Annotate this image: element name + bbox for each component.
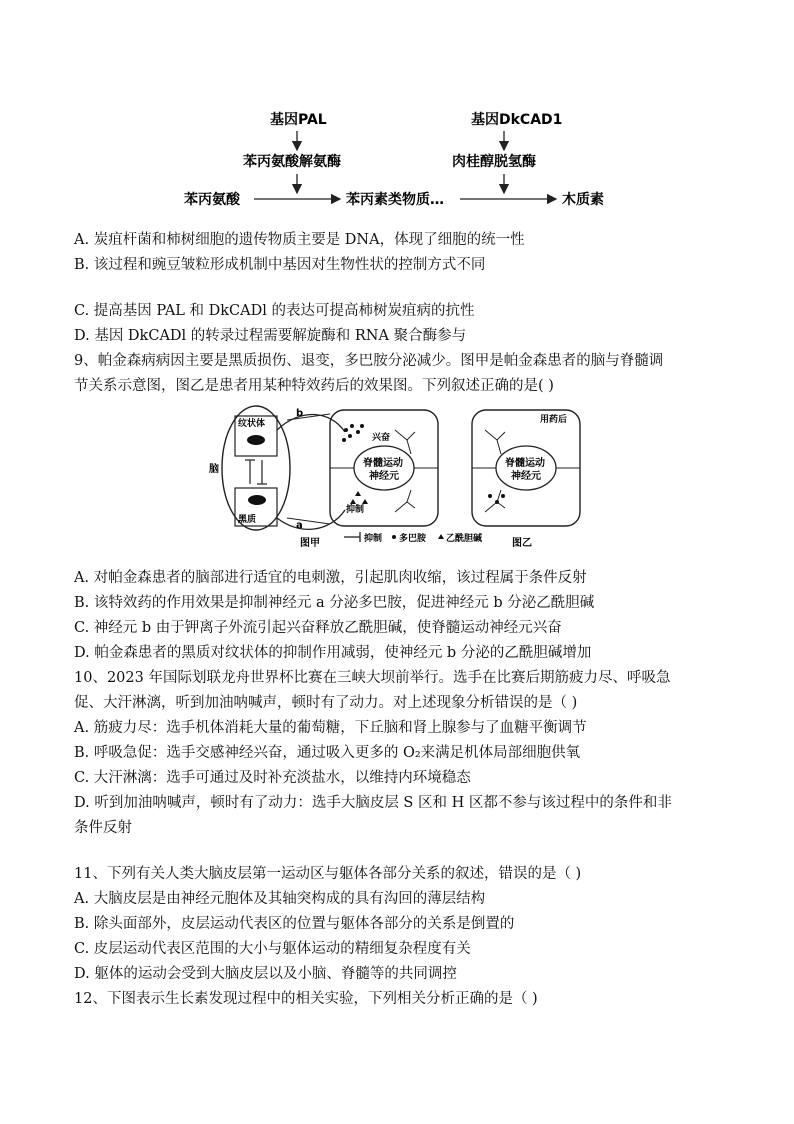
gene-pathway-diagram <box>0 0 794 220</box>
neuron-a-label: a <box>296 520 303 531</box>
striatum-label: 纹状体 <box>238 419 266 429</box>
q11-option-c: C. 皮层运动代表区范围的大小与躯体运动的精细复杂程度有关 <box>74 941 471 957</box>
parkinson-diagram <box>0 400 794 560</box>
q11-stem: 11、下列有关人类大脑皮层第一运动区与躯体各部分关系的叙述，错误的是（ ) <box>74 866 582 882</box>
legend-dopamine-label: 多巴胺 <box>399 534 427 544</box>
nerve-ending-yi-bottom <box>485 490 505 512</box>
after-drug-label: 用药后 <box>540 415 568 425</box>
motor-neuron-jia-line2: 神经元 <box>369 471 399 482</box>
q10-stem-line1: 10、2023 年国际划联龙舟世界杯比赛在三峡大坝前举行。选手在比赛后期筋疲力尽、呼吸急 <box>74 670 671 686</box>
q9-option-d: D. 帕金森患者的黑质对纹状体的抑制作用减弱，使神经元 b 分泌的乙酰胆碱增加 <box>74 645 592 661</box>
dkcad1-enzyme-label: 肉桂醇脱氢酶 <box>452 154 536 170</box>
q10-option-d-line2: 条件反射 <box>74 820 132 836</box>
motor-neuron-yi-line1: 脊髓运动 <box>505 458 545 469</box>
q8-option-a: A. 炭疽杆菌和柿树细胞的遗传物质主要是 DNA，体现了细胞的统一性 <box>74 232 525 248</box>
nigra-nucleus <box>248 495 266 505</box>
brain-label: 脑 <box>209 464 219 475</box>
q9-option-b: B. 该特效药的作用效果是抑制神经元 a 分泌多巴胺，促进神经元 b 分泌乙酰胆碱 <box>74 595 595 611</box>
q10-option-d-line1: D. 听到加油呐喊声，顿时有了动力：选手大脑皮层 S 区和 H 区都不参与该过程中的条件和非 <box>74 795 672 811</box>
figure-yi-label: 图乙 <box>512 538 532 549</box>
q10-option-b: B. 呼吸急促：选手交感神经兴奋，通过吸入更多的 O₂来满足机体局部细胞供氧 <box>74 745 581 761</box>
motor-neuron-yi-line2: 神经元 <box>511 471 541 482</box>
nigra-label: 黑质 <box>238 515 257 525</box>
connector-bottom <box>287 518 330 524</box>
q10-option-c: C. 大汗淋漓：选手可通过及时补充淡盐水，以维持内环境稳态 <box>74 770 471 786</box>
dopamine-dots-jia <box>342 424 364 442</box>
q12-stem: 12、下图表示生长素发现过程中的相关实验，下列相关分析正确的是（ ) <box>74 991 538 1007</box>
nerve-ending-jia-bottom <box>395 490 415 512</box>
pal-enzyme-label: 苯丙氨酸解氨酶 <box>243 154 341 170</box>
q10-option-a: A. 筋疲力尽：选手机体消耗大量的葡萄糖，下丘脑和肾上腺参与了血糖平衡调节 <box>74 720 587 736</box>
q8-option-c: C. 提高基因 PAL 和 DkCADl 的表达可提高柿树炭疽病的抗性 <box>74 303 475 319</box>
q11-option-d: D. 躯体的运动会受到大脑皮层以及小脑、脊髓等的共同调控 <box>74 966 457 982</box>
q9-option-a: A. 对帕金森患者的脑部进行适宜的电刺激，引起肌肉收缩，该过程属于条件反射 <box>74 570 587 586</box>
motor-neuron-jia-line1: 脊髓运动 <box>363 458 403 469</box>
excite-label: 兴奋 <box>372 433 391 443</box>
dopamine-dots-yi <box>488 494 505 504</box>
q8-option-d: D. 基因 DkCADl 的转录过程需要解旋酶和 RNA 聚合酶参与 <box>74 328 467 344</box>
gene-pal-label: 基因PAL <box>270 112 327 128</box>
substrate-label: 苯丙氨酸 <box>184 192 240 208</box>
q9-stem-line2: 节关系示意图，图乙是患者用某种特效药后的效果图。下列叙述正确的是( ) <box>74 378 554 394</box>
q10-stem-line2: 促、大汗淋漓，听到加油呐喊声，顿时有了动力。对上述现象分析错误的是（ ) <box>74 695 578 711</box>
q11-option-a: A. 大脑皮层是由神经元胞体及其轴突构成的具有沟回的薄层结构 <box>74 891 486 907</box>
gene-dkcad1-label: 基因DkCAD1 <box>471 112 563 128</box>
figure-jia-label: 图甲 <box>300 538 320 549</box>
neuron-b-label: b <box>296 408 304 419</box>
q9-option-c: C. 神经元 b 由于钾离子外流引起兴奋释放乙酰胆碱，使脊髓运动神经元兴奋 <box>74 620 562 636</box>
product-label: 木质素 <box>562 192 604 208</box>
neuron-a-path <box>277 510 345 529</box>
legend-dopamine-dot <box>392 535 396 539</box>
q9-stem-line1: 9、帕金森病病因主要是黑质损伤、退变，多巴胺分泌减少。图甲是帕金森患者的脑与脊髓调 <box>74 353 664 369</box>
q8-option-b: B. 该过程和豌豆皱粒形成机制中基因对生物性状的控制方式不同 <box>74 257 486 273</box>
legend-inhibit-label: 抑制 <box>364 534 383 544</box>
q11-option-b: B. 除头面部外，皮层运动代表区的位置与躯体各部分的关系是倒置的 <box>74 916 515 932</box>
legend-ach-label: 乙酰胆碱 <box>446 534 483 544</box>
intermediate-label: 苯丙素类物质… <box>346 192 444 208</box>
striatum-nucleus <box>247 435 265 445</box>
ach-marks-jia <box>350 491 368 504</box>
legend-ach-mark <box>438 534 444 539</box>
nerve-ending-yi-top <box>485 430 505 454</box>
inhibit-label: 抑制 <box>346 505 365 515</box>
